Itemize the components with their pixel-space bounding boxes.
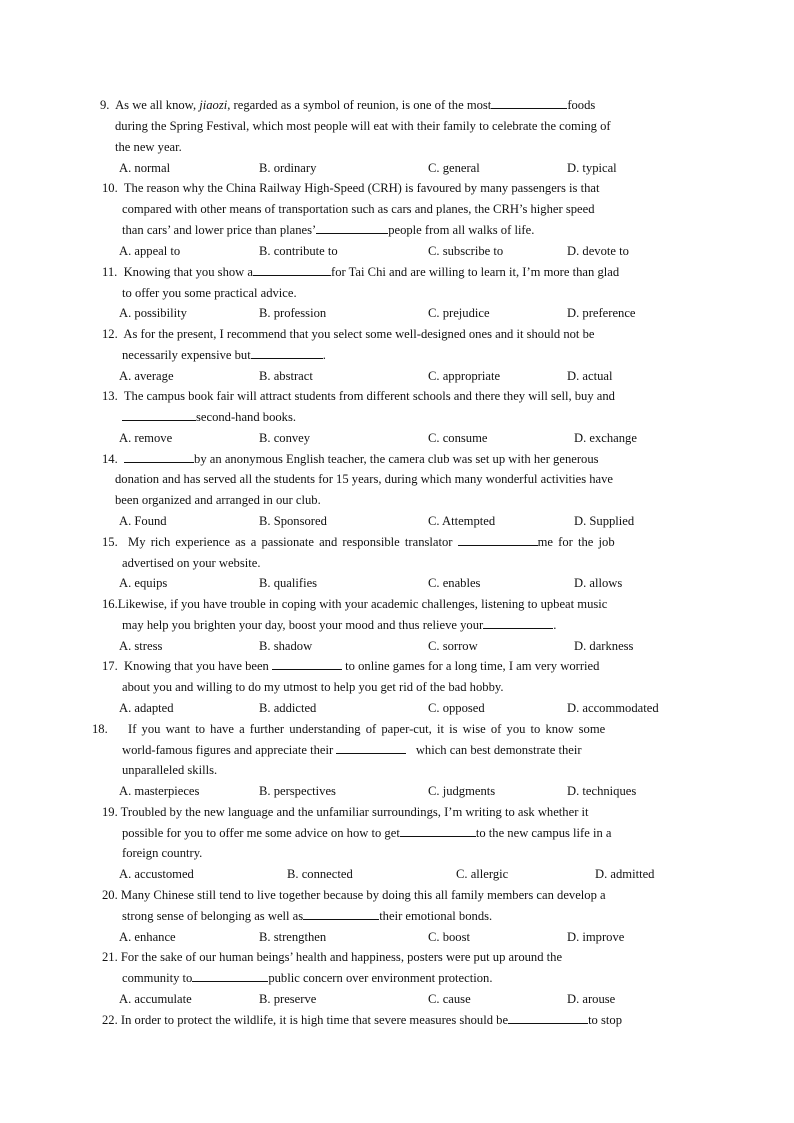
- option-d[interactable]: D. admitted: [595, 867, 655, 881]
- question-line: foreign country.: [122, 846, 203, 860]
- question-line: 14. by an anonymous English teacher, the camera club was set up with her generous: [102, 452, 599, 466]
- option-b[interactable]: B. contribute to: [259, 244, 338, 258]
- question-number: 21.: [102, 950, 118, 964]
- option-b[interactable]: B. preserve: [259, 992, 317, 1006]
- option-c[interactable]: C. opposed: [428, 701, 485, 715]
- question-line: the new year.: [115, 140, 182, 154]
- question-line: 10. The reason why the China Railway High-Speed (CRH) is favoured by many passengers is that: [102, 181, 600, 195]
- option-a[interactable]: A. accumulate: [119, 992, 192, 1006]
- option-b[interactable]: B. ordinary: [259, 161, 317, 175]
- question-number: 16.: [102, 597, 118, 611]
- question-line: strong sense of belonging as well as their emotional bonds.: [122, 909, 493, 923]
- option-a[interactable]: A. Found: [119, 514, 167, 528]
- question-line: unparalleled skills.: [122, 763, 218, 777]
- option-b[interactable]: B. shadow: [259, 639, 313, 653]
- option-c[interactable]: C. cause: [428, 992, 471, 1006]
- answer-blank[interactable]: [491, 97, 567, 109]
- option-d[interactable]: D. darkness: [574, 639, 634, 653]
- question-number: 17.: [102, 659, 118, 673]
- option-b[interactable]: B. perspectives: [259, 784, 336, 798]
- question-line: than cars’ and lower price than planes’ people from all walks of life.: [122, 223, 535, 237]
- question-line: 9. As we all know, jiaozi, regarded as a symbol of reunion, is one of the most foods: [100, 98, 596, 112]
- question-number: 13.: [102, 389, 118, 403]
- option-b[interactable]: B. profession: [259, 306, 327, 320]
- answer-blank[interactable]: [336, 742, 406, 754]
- question-line: 16.Likewise, if you have trouble in coping with your academic challenges, listening to upbeat music: [102, 597, 608, 611]
- option-c[interactable]: C. general: [428, 161, 480, 175]
- option-b[interactable]: B. convey: [259, 431, 311, 445]
- question-line: 21. For the sake of our human beings’ health and happiness, posters were put up around the: [102, 950, 563, 964]
- answer-blank[interactable]: [192, 970, 268, 982]
- question-number: 9.: [100, 98, 110, 112]
- question-number: 18.: [92, 722, 108, 736]
- option-d[interactable]: D. allows: [574, 576, 623, 590]
- option-d[interactable]: D. exchange: [574, 431, 637, 445]
- option-a[interactable]: A. appeal to: [119, 244, 181, 258]
- question-number: 10.: [102, 181, 118, 195]
- option-a[interactable]: A. enhance: [119, 930, 176, 944]
- option-b[interactable]: B. abstract: [259, 369, 313, 383]
- option-a[interactable]: A. masterpieces: [119, 784, 200, 798]
- question-line: world-famous figures and appreciate their which can best demonstrate their: [122, 743, 582, 757]
- question-number: 20.: [102, 888, 118, 902]
- question-line: second-hand books.: [122, 409, 296, 425]
- question-line: community to public concern over environment protection.: [122, 971, 493, 985]
- option-a[interactable]: A. average: [119, 369, 174, 383]
- question-line: to offer you some practical advice.: [122, 286, 297, 300]
- option-d[interactable]: D. Supplied: [574, 514, 635, 528]
- question-line: 15. My rich experience as a passionate and responsible translator me for the job: [102, 535, 615, 549]
- answer-blank[interactable]: [458, 534, 538, 546]
- question-line: 12. As for the present, I recommend that you select some well-designed ones and it should not be: [102, 327, 595, 341]
- question-number: 11.: [102, 265, 118, 279]
- question-line: possible for you to offer me some advice on how to get to the new campus life in a: [122, 826, 612, 840]
- question-number: 14.: [102, 452, 118, 466]
- option-a[interactable]: A. stress: [119, 639, 163, 653]
- option-d[interactable]: D. typical: [567, 161, 617, 175]
- option-a[interactable]: A. normal: [119, 161, 171, 175]
- option-b[interactable]: B. Sponsored: [259, 514, 327, 528]
- option-c[interactable]: C. judgments: [428, 784, 496, 798]
- option-d[interactable]: D. techniques: [567, 784, 637, 798]
- answer-blank[interactable]: [316, 222, 388, 234]
- question-number: 22.: [102, 1013, 118, 1027]
- option-d[interactable]: D. improve: [567, 930, 625, 944]
- option-c[interactable]: C. enables: [428, 576, 481, 590]
- question-line: 20. Many Chinese still tend to live together because by doing this all family members can develop a: [102, 888, 606, 902]
- answer-blank[interactable]: [251, 347, 323, 359]
- answer-blank[interactable]: [253, 264, 331, 276]
- question-line: during the Spring Festival, which most people will eat with their family to celebrate the coming of: [115, 119, 611, 133]
- answer-blank[interactable]: [508, 1012, 588, 1024]
- question-line: 11. Knowing that you show a for Tai Chi and are willing to learn it, I’m more than glad: [102, 265, 620, 279]
- question-number: 19.: [102, 805, 118, 819]
- option-d[interactable]: D. actual: [567, 369, 613, 383]
- option-c[interactable]: C. prejudice: [428, 306, 490, 320]
- option-a[interactable]: A. accustomed: [119, 867, 194, 881]
- option-d[interactable]: D. accommodated: [567, 701, 659, 715]
- question-line: compared with other means of transportation such as cars and planes, the CRH’s higher speed: [122, 202, 595, 216]
- option-c[interactable]: C. Attempted: [428, 514, 496, 528]
- question-line: about you and willing to do my utmost to help you get rid of the bad hobby.: [122, 680, 504, 694]
- option-b[interactable]: B. strengthen: [259, 930, 327, 944]
- answer-blank[interactable]: [400, 825, 476, 837]
- option-c[interactable]: C. sorrow: [428, 639, 478, 653]
- question-line: 19. Troubled by the new language and the unfamiliar surroundings, I’m writing to ask whether it: [102, 805, 589, 819]
- option-b[interactable]: B. connected: [287, 867, 353, 881]
- question-line: 22. In order to protect the wildlife, it is high time that severe measures should be to stop: [102, 1013, 623, 1027]
- option-b[interactable]: B. addicted: [259, 701, 317, 715]
- option-c[interactable]: C. subscribe to: [428, 244, 504, 258]
- option-c[interactable]: C. allergic: [456, 867, 509, 881]
- answer-blank[interactable]: [272, 658, 342, 670]
- option-d[interactable]: D. arouse: [567, 992, 616, 1006]
- question-number: 12.: [102, 327, 118, 341]
- option-c[interactable]: C. boost: [428, 930, 470, 944]
- question-number: 15.: [102, 535, 118, 549]
- option-d[interactable]: D. devote to: [567, 244, 629, 258]
- answer-blank[interactable]: [483, 617, 553, 629]
- option-b[interactable]: B. qualifies: [259, 576, 318, 590]
- option-a[interactable]: A. possibility: [119, 306, 187, 320]
- question-line: may help you brighten your day, boost your mood and thus relieve your .: [122, 618, 557, 632]
- question-line: 13. The campus book fair will attract students from different schools and there they will sell, buy and: [102, 389, 615, 403]
- answer-blank[interactable]: [122, 409, 196, 421]
- option-d[interactable]: D. preference: [567, 306, 636, 320]
- answer-blank[interactable]: [124, 451, 194, 463]
- option-a[interactable]: A. remove: [119, 431, 173, 445]
- option-a[interactable]: A. equips: [119, 576, 168, 590]
- question-line: If you want to have a further understanding of paper-cut, it is wise of you to know some: [128, 722, 606, 736]
- question-line: advertised on your website.: [122, 556, 261, 570]
- option-c[interactable]: C. appropriate: [428, 369, 501, 383]
- question-line: been organized and arranged in our club.: [115, 493, 321, 507]
- question-line: 17. Knowing that you have been to online games for a long time, I am very worried: [102, 659, 600, 673]
- question-line: necessarily expensive but .: [122, 348, 326, 362]
- question-line: donation and has served all the students for 15 years, during which many wonderful activities have: [115, 472, 614, 486]
- option-a[interactable]: A. adapted: [119, 701, 174, 715]
- option-c[interactable]: C. consume: [428, 431, 488, 445]
- answer-blank[interactable]: [303, 908, 379, 920]
